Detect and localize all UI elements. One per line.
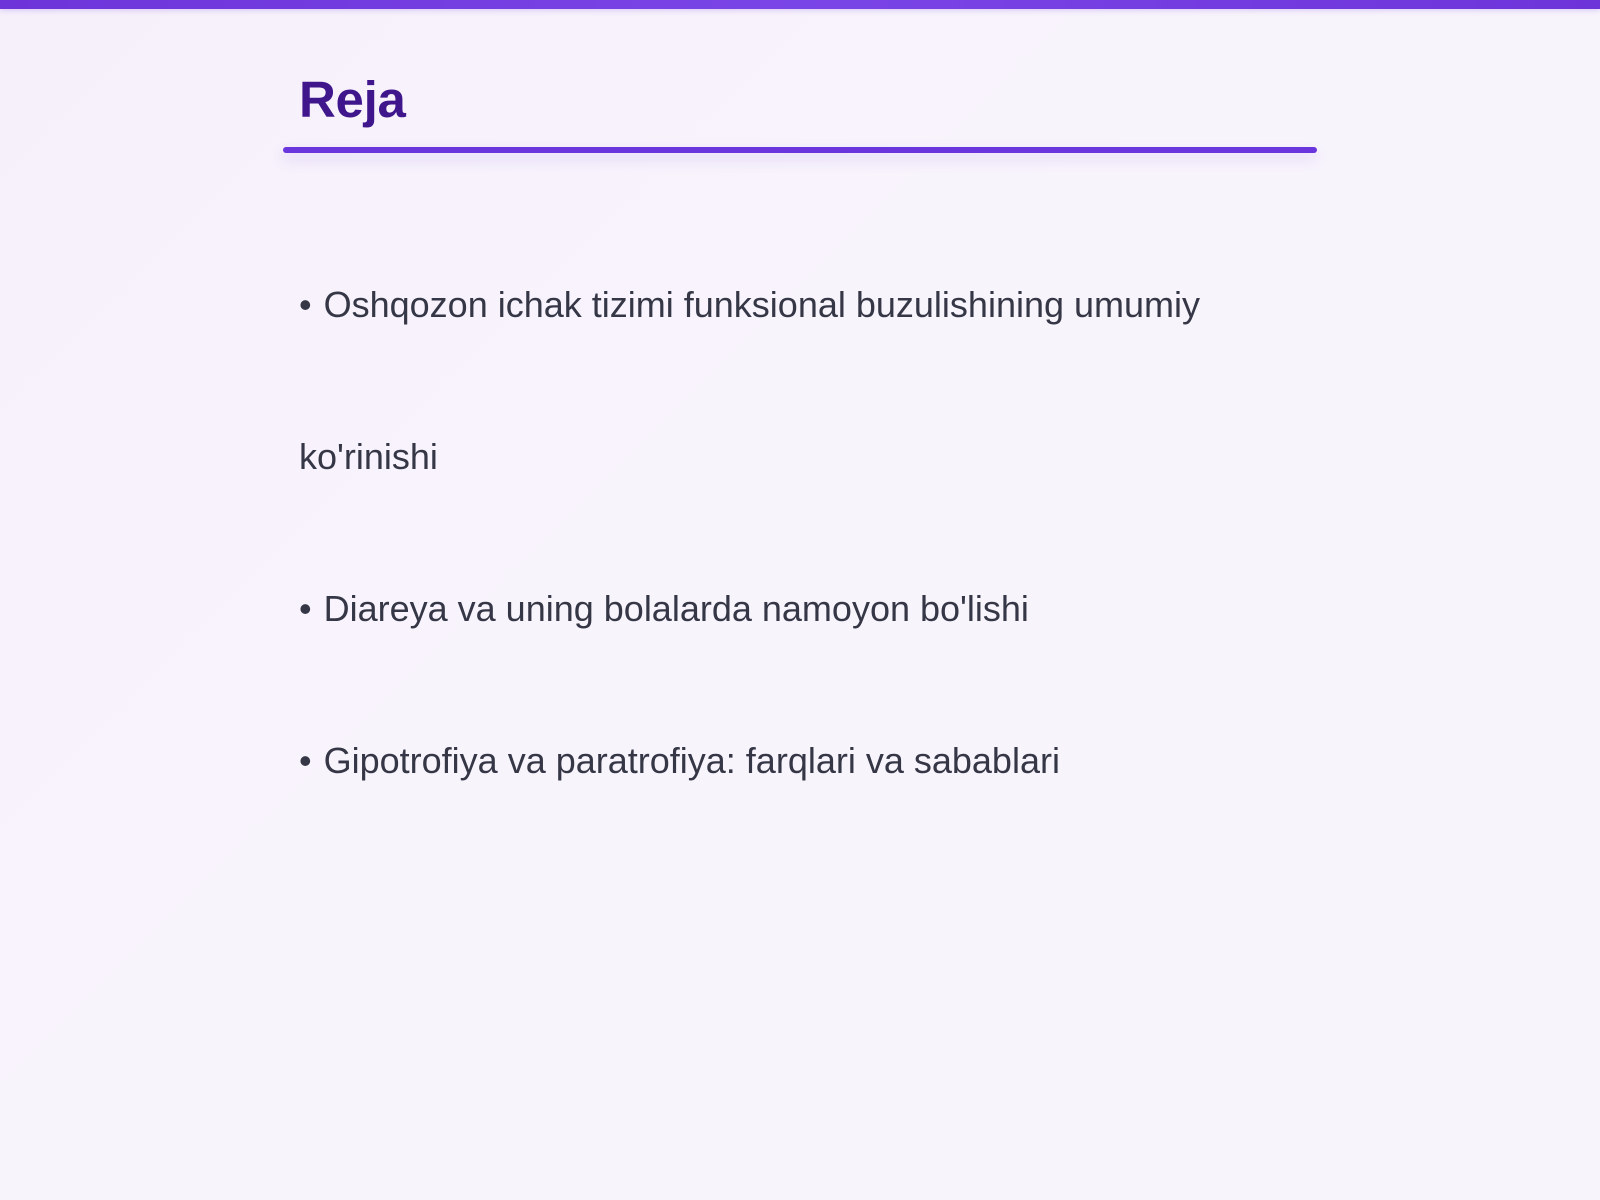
slide-content [283, 0, 1317, 1200]
bullet-icon: • [299, 588, 312, 629]
bullet-text: Oshqozon ichak tizimi funksional buzulishining umumiy [323, 284, 1201, 325]
bullet-item-gi-functional-disorders [299, 282, 1200, 328]
slide-title: Reja [299, 71, 406, 128]
bullet-text: Gipotrofiya va paratrofiya: farqlari va sabablari [323, 740, 1060, 781]
bullet-icon: • [299, 740, 312, 781]
bullet-icon: • [299, 284, 312, 325]
bullet-item-hypotrophy-paratrophy [299, 738, 1060, 784]
bullet-item-diarrhea [299, 586, 1029, 632]
bullet-item-continuation: ko'rinishi [299, 436, 438, 477]
title-underline [283, 147, 1317, 153]
bullet-text: Diareya va uning bolalarda namoyon bo'lishi [323, 588, 1029, 629]
